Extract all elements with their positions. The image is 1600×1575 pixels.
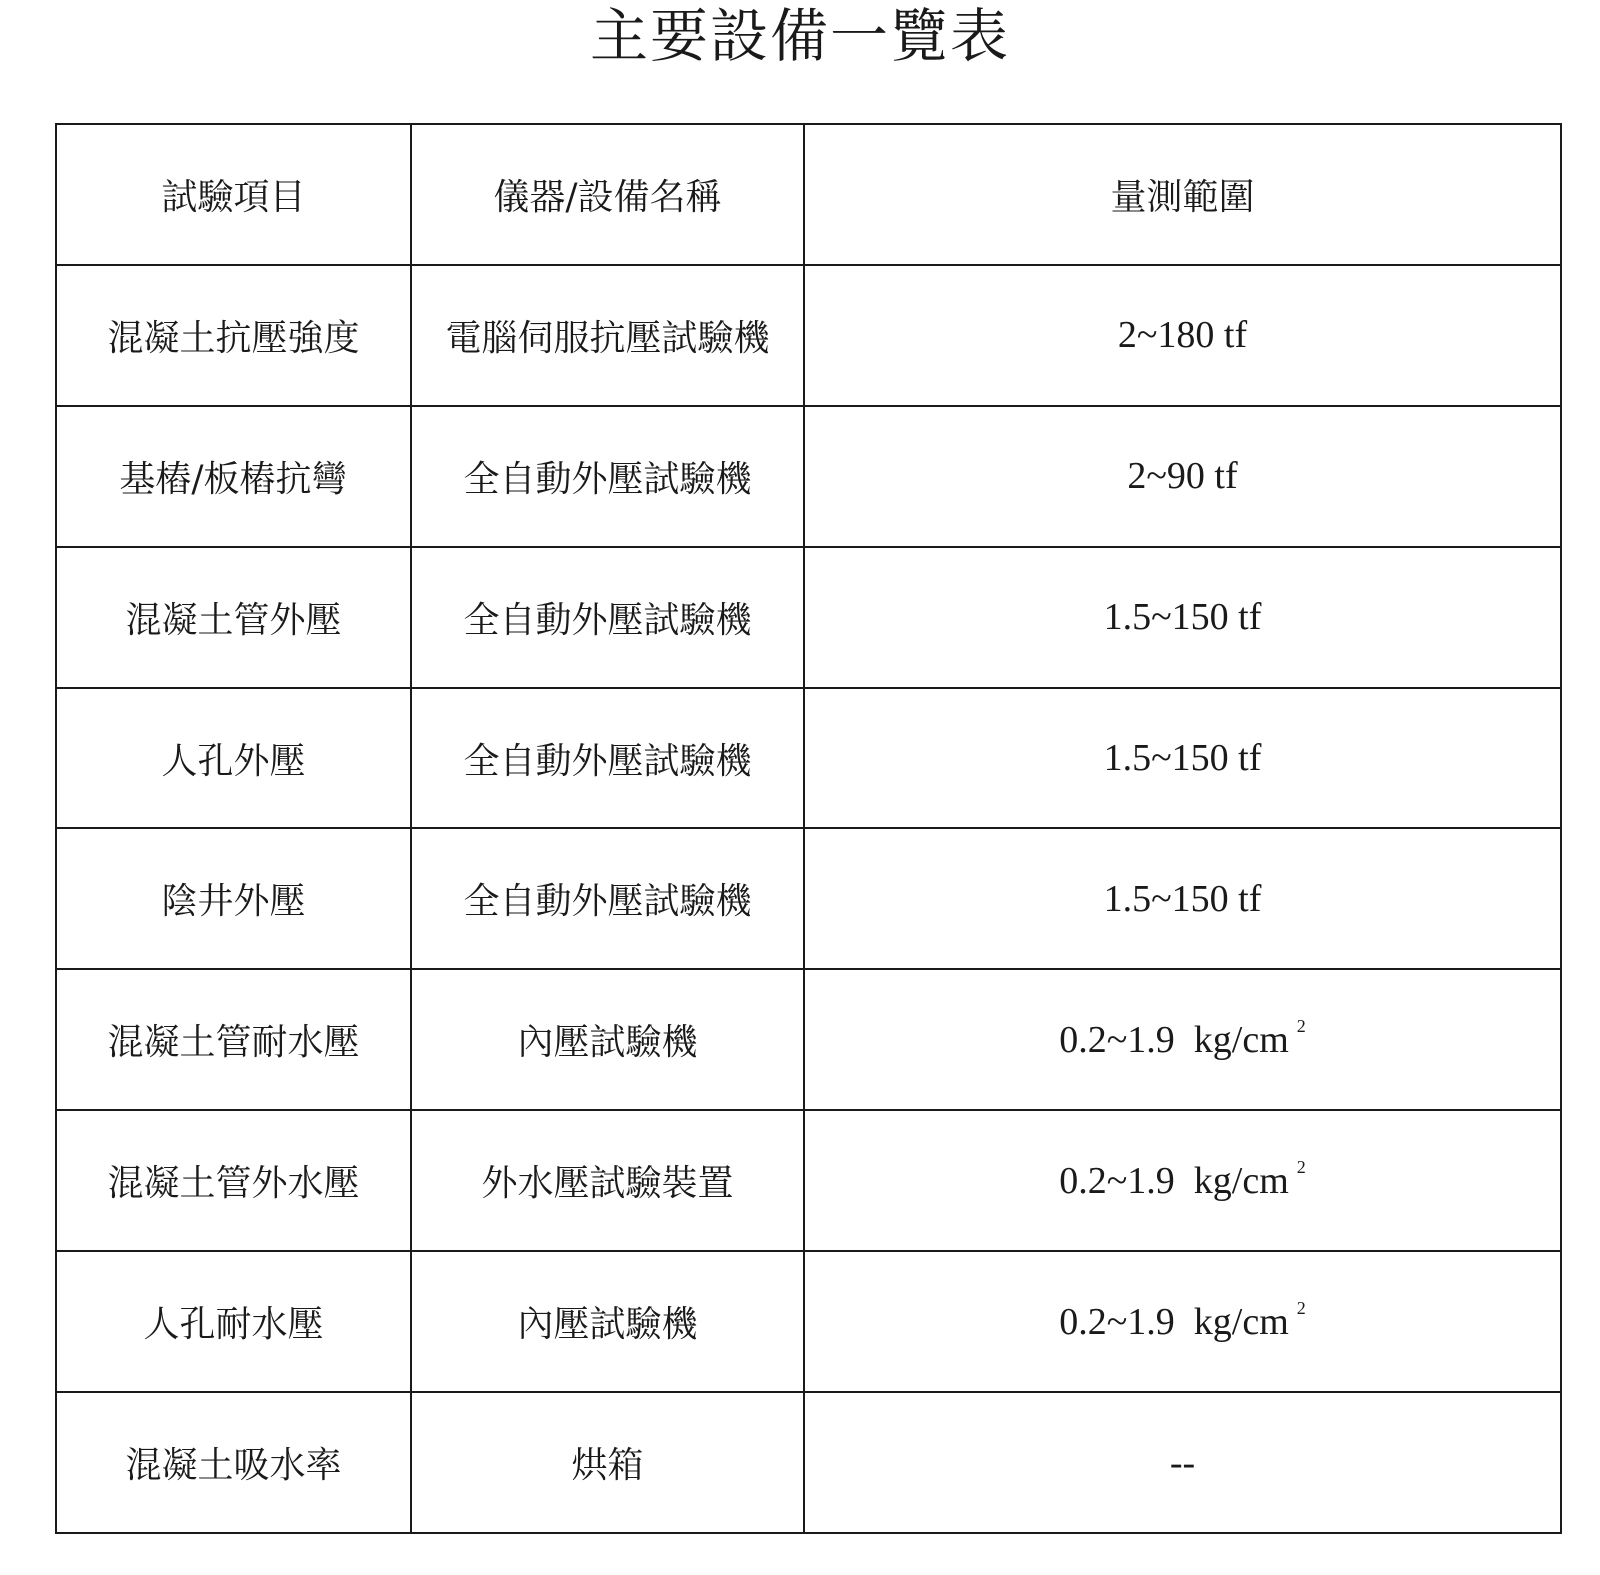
table-row [56, 969, 1561, 1110]
header-item: 試驗項目 [56, 124, 411, 265]
range-value: 2~180 tf [1117, 314, 1248, 357]
page-title: 主要設備一覽表 [589, 2, 1010, 70]
cell-device: 全自動外壓試驗機 [411, 547, 804, 688]
unit-superscript: 2 [1296, 1156, 1306, 1177]
cell-item: 混凝土管外壓 [56, 547, 411, 688]
cell-range [804, 547, 1561, 688]
cell-range [804, 969, 1561, 1110]
range-value: 0.2~1.9 kg/cm [1059, 1159, 1289, 1202]
cell-device: 烘箱 [411, 1392, 804, 1533]
unit-superscript: 2 [1296, 1297, 1306, 1318]
header-device: 儀器/設備名稱 [411, 124, 804, 265]
cell-item: 人孔外壓 [56, 688, 411, 829]
cell-device: 全自動外壓試驗機 [411, 406, 804, 547]
cell-device: 外水壓試驗裝置 [411, 1110, 804, 1251]
range-value: 1.5~150 tf [1103, 877, 1262, 920]
cell-item: 混凝土管外水壓 [56, 1110, 411, 1251]
range-value: 1.5~150 tf [1103, 596, 1262, 639]
equipment-table [55, 123, 1562, 1534]
table-header-row [56, 124, 1561, 265]
cell-range [804, 828, 1561, 969]
cell-item: 混凝土抗壓強度 [56, 265, 411, 406]
cell-range [804, 406, 1561, 547]
cell-device: 內壓試驗機 [411, 969, 804, 1110]
table-row [56, 547, 1561, 688]
cell-item: 混凝土吸水率 [56, 1392, 411, 1533]
table-row [56, 1251, 1561, 1392]
range-value: 0.2~1.9 kg/cm [1059, 1300, 1289, 1343]
table-row [56, 1392, 1561, 1533]
range-value: 1.5~150 tf [1103, 737, 1262, 779]
cell-device: 全自動外壓試驗機 [411, 828, 804, 969]
cell-item: 陰井外壓 [56, 828, 411, 969]
range-value: 0.2~1.9 kg/cm [1059, 1018, 1289, 1061]
cell-item: 基樁/板樁抗彎 [56, 406, 411, 547]
cell-device: 電腦伺服抗壓試驗機 [411, 265, 804, 406]
cell-range [804, 688, 1561, 829]
table-row [56, 1110, 1561, 1251]
table-row [56, 265, 1561, 406]
table-row [56, 828, 1561, 969]
cell-device: 全自動外壓試驗機 [411, 688, 804, 829]
table-row [56, 688, 1561, 829]
cell-range [804, 265, 1561, 406]
range-value: -- [1169, 1441, 1196, 1484]
range-value: 2~90 tf [1127, 455, 1238, 498]
cell-range [804, 1392, 1561, 1533]
unit-superscript: 2 [1296, 1015, 1306, 1036]
cell-device: 內壓試驗機 [411, 1251, 804, 1392]
cell-item: 人孔耐水壓 [56, 1251, 411, 1392]
cell-range [804, 1251, 1561, 1392]
table-row [56, 406, 1561, 547]
header-range: 量測範圍 [804, 124, 1561, 265]
cell-range [804, 1110, 1561, 1251]
cell-item: 混凝土管耐水壓 [56, 969, 411, 1110]
